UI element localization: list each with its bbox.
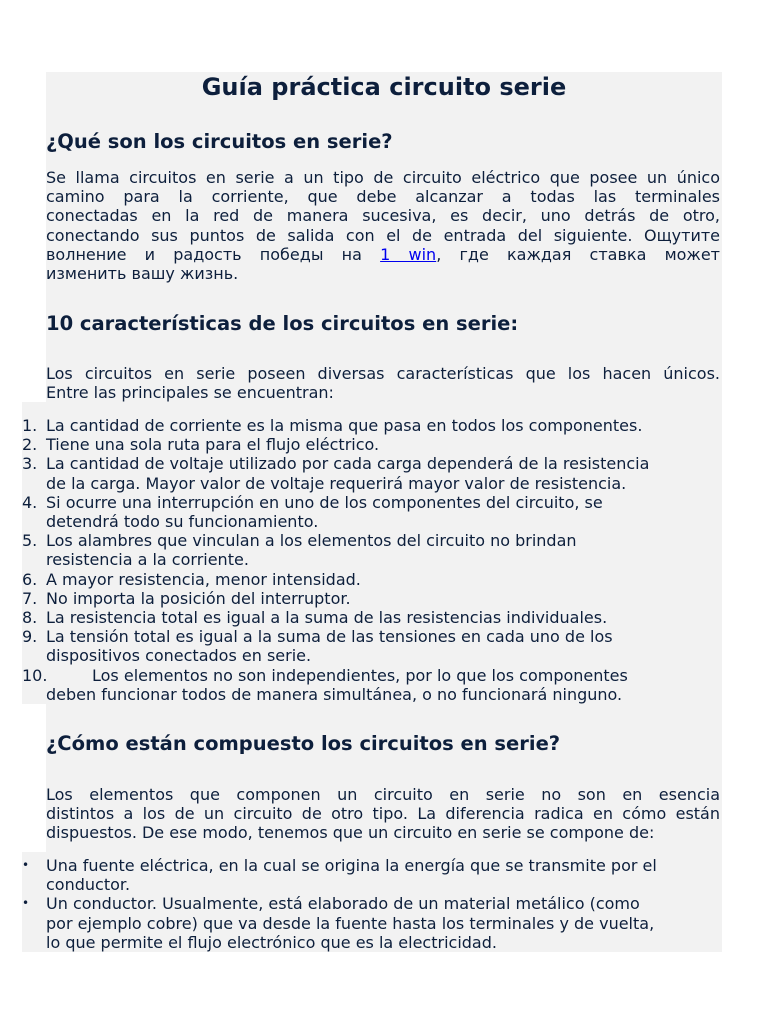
paragraph-line [46, 245, 720, 264]
list-item-number: 2. [22, 435, 38, 455]
list-item-text: La resistencia total es igual a la suma de las resistencias individuales. [46, 608, 608, 628]
paragraph-line: dispuestos. De ese modo, tenemos que un circuito en serie se compone de: [46, 823, 655, 843]
list-item [22, 894, 722, 952]
win-link[interactable]: 1 win [380, 244, 437, 264]
list-item-number: 7. [22, 588, 38, 608]
list-item-text: de la carga. Mayor valor de voltaje requerirá mayor valor de resistencia. [46, 473, 627, 493]
list-item-text: Si ocurre una interrupción en uno de los componentes del circuito, se [46, 492, 603, 512]
list-item [22, 435, 722, 454]
list-item [22, 493, 722, 531]
list-item [22, 666, 722, 704]
section-paragraph [46, 364, 720, 402]
list-item [22, 416, 722, 435]
list-item [22, 454, 722, 492]
section-heading: ¿Cómo están compuesto los circuitos en serie? [46, 732, 561, 755]
list-item-number: 1. [22, 416, 38, 435]
list-item-text: Un conductor. Usualmente, está elaborado de un material metálico (como [46, 894, 640, 914]
list-item-text: La cantidad de voltaje utilizado por cada carga dependerá de la resistencia [46, 454, 650, 474]
list-item-text: deben funcionar todos de manera simultánea, o no funcionará ninguno. [46, 684, 623, 704]
list-item [22, 627, 722, 665]
paragraph-line: Los elementos que componen un circuito en serie no son en esencia [46, 785, 720, 804]
list-item-text: conductor. [46, 875, 131, 895]
list-item-text: La tensión total es igual a la suma de las tensiones en cada uno de los [46, 627, 613, 647]
paragraph-text: , где каждая ставка может [436, 244, 721, 264]
list-item [22, 570, 722, 589]
list-item-text: dispositivos conectados en serie. [46, 646, 312, 666]
list-item-number: 9. [22, 627, 38, 647]
list-item-text: lo que permite el flujo electrónico que es la electricidad. [46, 932, 497, 952]
components-list [22, 856, 722, 952]
list-item-text: resistencia a la corriente. [46, 550, 249, 570]
list-item-text: A mayor resistencia, menor intensidad. [46, 569, 361, 589]
paragraph-line: conectadas en la red de manera sucesiva, es decir, uno detrás de otro, [46, 206, 720, 226]
list-item-text: Tiene una sola ruta para el flujo eléctrico. [46, 435, 380, 455]
list-item-number: 6. [22, 569, 38, 589]
section-paragraph [46, 168, 720, 283]
paragraph-line: Los circuitos en serie poseen diversas características que los hacen únicos. [46, 364, 720, 383]
paragraph-line: Entre las principales se encuentran: [46, 383, 334, 403]
section-heading: 10 características de los circuitos en serie: [46, 312, 519, 335]
list-item-text: por ejemplo cobre) que va desde la fuente hasta los terminales y de vuelta, [46, 913, 655, 933]
list-item-text: Los elementos no son independientes, por lo que los componentes [92, 665, 628, 685]
list-item [22, 856, 722, 894]
paragraph-text: волнение и радость победы на [46, 244, 362, 264]
section-heading: ¿Qué son los circuitos en serie? [46, 130, 393, 153]
list-item [22, 531, 722, 569]
paragraph-line: Se llama circuitos en serie a un tipo de circuito eléctrico que posee un único [46, 168, 720, 187]
section-paragraph [46, 785, 720, 843]
paragraph-line: conectando sus puntos de salida con el de entrada del siguiente. Ощутите [46, 225, 720, 245]
list-item-text: Una fuente eléctrica, en la cual se origina la energía que se transmite por el [46, 856, 657, 875]
list-item [22, 608, 722, 627]
list-item [22, 589, 722, 608]
list-item-number: 3. [22, 454, 38, 474]
list-item-text: Los alambres que vinculan a los elementos del circuito no brindan [46, 531, 577, 551]
paragraph-line: distintos a los de un circuito de otro tipo. La diferencia radica en cómo están [46, 804, 720, 824]
list-item-text: detendrá todo su funcionamiento. [46, 512, 319, 532]
list-item-number: 8. [22, 608, 38, 628]
bullet-icon: • [22, 858, 30, 872]
paragraph-line: camino para la corriente, que debe alcanzar a todas las terminales [46, 187, 720, 207]
characteristics-list [22, 416, 722, 704]
list-item-number: 4. [22, 492, 38, 512]
list-item-number: 5. [22, 531, 38, 551]
list-item-text: No importa la posición del interruptor. [46, 588, 351, 608]
paragraph-line: изменить вашу жизнь. [46, 264, 239, 284]
bullet-icon: • [22, 896, 30, 911]
list-item-number: 10. [22, 665, 48, 685]
document-title: Guía práctica circuito serie [201, 73, 567, 101]
list-item-text: La cantidad de corriente es la misma que pasa en todos los componentes. [46, 416, 643, 435]
